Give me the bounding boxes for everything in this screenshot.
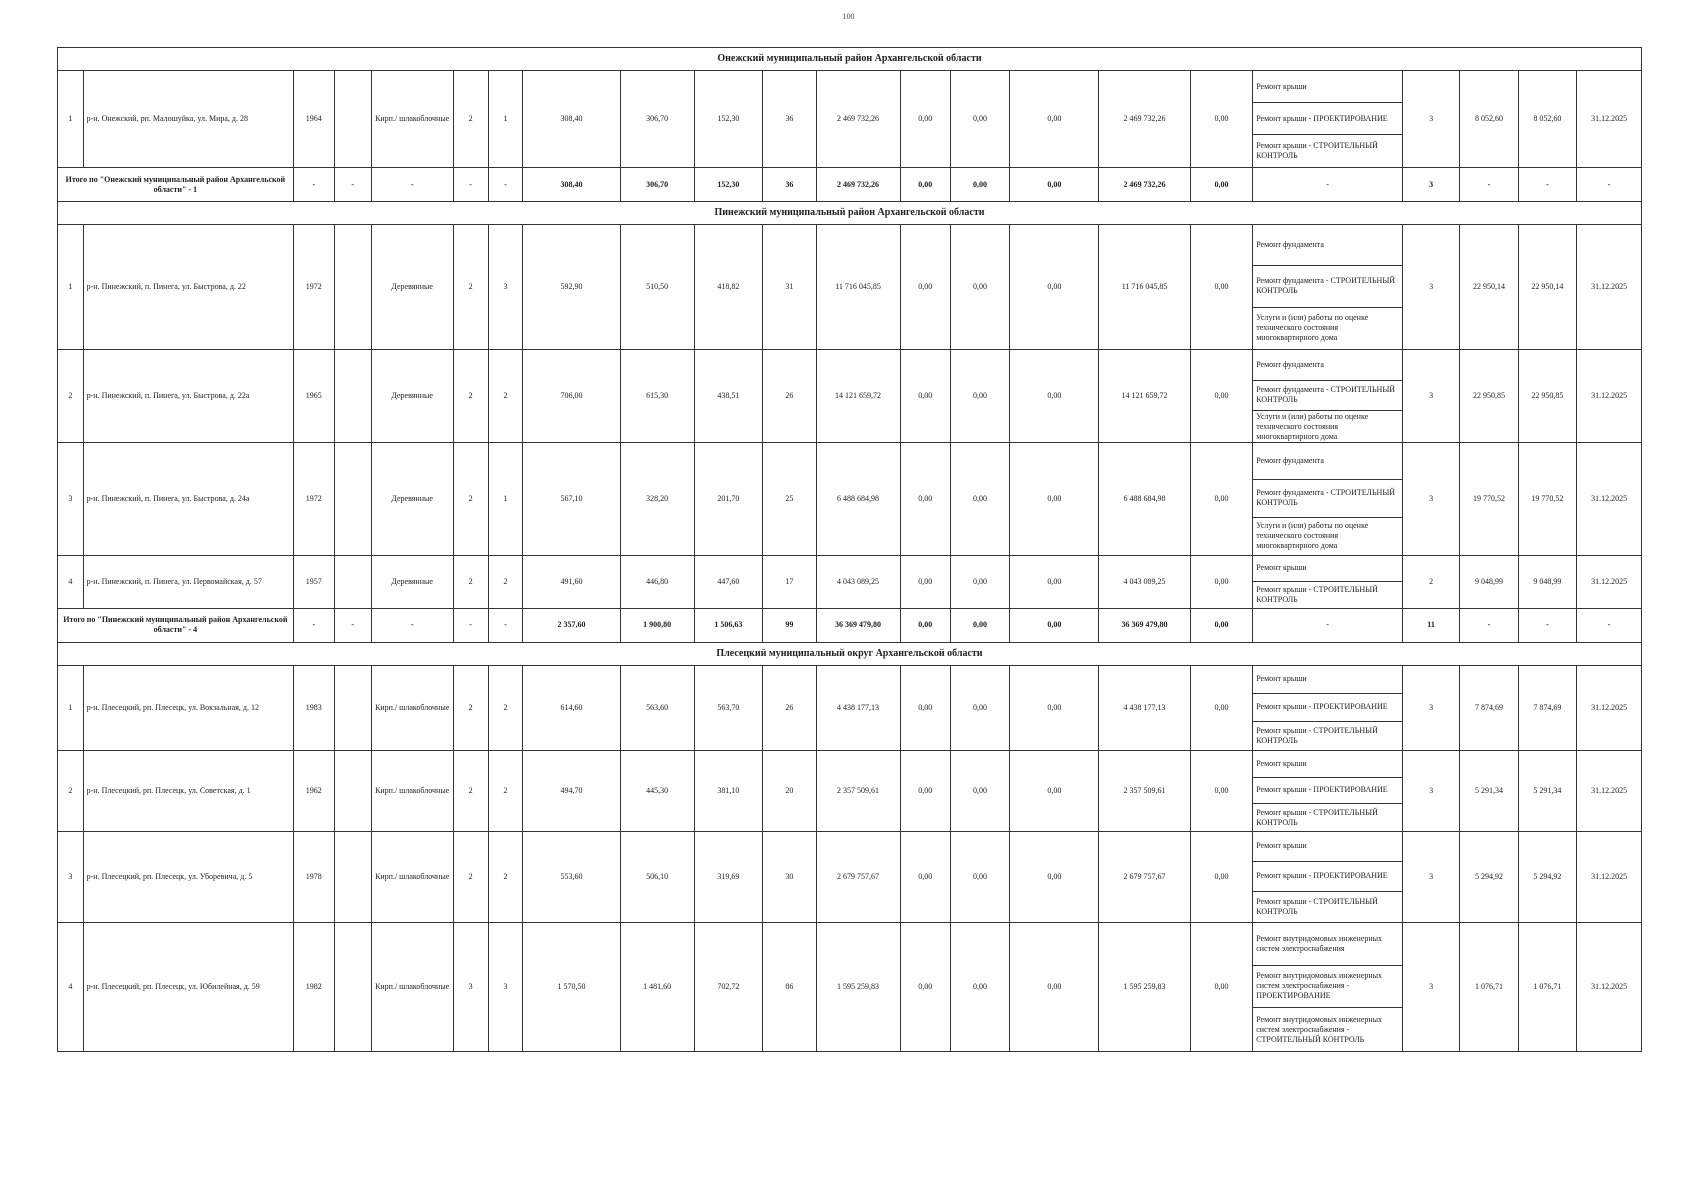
- cell-deadline: 31.12.2025: [1577, 555, 1642, 608]
- cell-unit-cost: 5 294,92: [1460, 831, 1518, 922]
- total-fund2: 0,00: [950, 168, 1009, 202]
- total-dash: -: [488, 608, 523, 642]
- cell-cost-total: 11 716 045,85: [816, 225, 900, 350]
- cell-unit-cost: 5 291,34: [1460, 750, 1518, 831]
- total-fund1: 0,00: [900, 168, 950, 202]
- cell-fund-other: 0,00: [1190, 349, 1253, 442]
- cell-fund1: 0,00: [900, 665, 950, 750]
- table-row: [58, 555, 1642, 608]
- cell-area-res: 447,60: [694, 555, 763, 608]
- total-area-total: 2 357,60: [523, 608, 620, 642]
- total-dash: -: [453, 168, 488, 202]
- page-number: 100: [842, 12, 855, 21]
- cell-area-res: 438,51: [694, 349, 763, 442]
- total-fund2: 0,00: [950, 608, 1009, 642]
- total-fund3: 0,00: [1010, 168, 1099, 202]
- cell-cost-total: 4 438 177,13: [816, 665, 900, 750]
- cell-floors: 3: [453, 922, 488, 1051]
- cell-fund1: 0,00: [900, 225, 950, 350]
- work-item: Услуги и (или) работы по оценке технического состояния многоквартирного дома: [1256, 313, 1369, 343]
- table-row: [58, 750, 1642, 831]
- cell-area-living: 615,30: [620, 349, 694, 442]
- work-item: Ремонт внутридомовых инженерных систем электроснабжения - ПРОЕКТИРОВАНИЕ: [1253, 966, 1402, 1009]
- cell-entrances: 3: [488, 922, 523, 1051]
- cell-blank: [334, 349, 371, 442]
- cell-year: 1962: [293, 750, 334, 831]
- cell-floors: 2: [453, 71, 488, 168]
- work-item: Ремонт крыши - ПРОЕКТИРОВАНИЕ: [1253, 694, 1402, 722]
- cell-blank: [334, 225, 371, 350]
- cell-area-res: 381,10: [694, 750, 763, 831]
- cell-fund3: 0,00: [1010, 665, 1099, 750]
- total-fund-other: 0,00: [1190, 608, 1253, 642]
- cell-fund3: 0,00: [1010, 831, 1099, 922]
- cell-area-living: 1 481,60: [620, 922, 694, 1051]
- total-residents: 36: [763, 168, 816, 202]
- cell-works-count: 3: [1402, 922, 1459, 1051]
- work-item: Ремонт внутридомовых инженерных систем электроснабжения: [1253, 923, 1402, 966]
- cell-n: 2: [58, 349, 84, 442]
- region-header-row: [58, 48, 1642, 71]
- cell-area-living: 328,20: [620, 442, 694, 555]
- cell-blank: [334, 831, 371, 922]
- cell-fund1: 0,00: [900, 831, 950, 922]
- cell-fund3: 0,00: [1010, 750, 1099, 831]
- region-title: Онежский муниципальный район Архангельской области: [58, 48, 1642, 71]
- total-dash: -: [1577, 608, 1642, 642]
- cell-blank: [334, 71, 371, 168]
- cell-unit-cost: 1 076,71: [1460, 922, 1518, 1051]
- cell-fund2: 0,00: [950, 349, 1009, 442]
- table-body: [58, 48, 1642, 1052]
- cell-fund-other: 0,00: [1190, 442, 1253, 555]
- total-works-dash: -: [1253, 168, 1403, 202]
- cell-deadline: 31.12.2025: [1577, 922, 1642, 1051]
- cell-fund3: 0,00: [1010, 442, 1099, 555]
- work-item: Ремонт крыши: [1253, 751, 1402, 778]
- cell-blank: [334, 442, 371, 555]
- cell-unit-limit: 5 294,92: [1518, 831, 1576, 922]
- cell-deadline: 31.12.2025: [1577, 750, 1642, 831]
- work-item: Ремонт крыши - СТРОИТЕЛЬНЫЙ КОНТРОЛЬ: [1256, 725, 1378, 745]
- work-item: Ремонт фундамента - СТРОИТЕЛЬНЫЙ КОНТРОЛЬ: [1253, 266, 1402, 307]
- cell-fund3: 0,00: [1010, 349, 1099, 442]
- cell-works: [1253, 665, 1403, 750]
- work-item: Ремонт фундамента: [1253, 225, 1402, 266]
- total-dash: -: [371, 608, 453, 642]
- table-row: [58, 349, 1642, 442]
- cell-floors: 2: [453, 750, 488, 831]
- cell-area-total: 706,00: [523, 349, 620, 442]
- cell-entrances: 2: [488, 831, 523, 922]
- work-item: Ремонт фундамента: [1253, 350, 1402, 381]
- cell-works: [1253, 555, 1403, 608]
- cell-address: р-н. Плесецкий, рп. Плесецк, ул. Советская, д. 1: [83, 750, 293, 831]
- cell-residents: 36: [763, 71, 816, 168]
- cell-entrances: 3: [488, 225, 523, 350]
- cell-entrances: 1: [488, 442, 523, 555]
- cell-fund1: 0,00: [900, 349, 950, 442]
- cell-fund-owners: 2 357 509,61: [1099, 750, 1190, 831]
- cell-floors: 2: [453, 442, 488, 555]
- cell-area-res: 201,70: [694, 442, 763, 555]
- table-row: [58, 225, 1642, 350]
- cell-year: 1972: [293, 442, 334, 555]
- total-fund-owners: 36 369 479,80: [1099, 608, 1190, 642]
- cell-cost-total: 2 357 509,61: [816, 750, 900, 831]
- region-header-row: [58, 202, 1642, 225]
- cell-unit-cost: 8 052,60: [1460, 71, 1518, 168]
- total-label: Итого по "Онежский муниципальный район Архангельской области" - 1: [58, 168, 294, 202]
- cell-unit-limit: 9 048,99: [1518, 555, 1576, 608]
- cell-year: 1957: [293, 555, 334, 608]
- cell-cost-total: 4 043 089,25: [816, 555, 900, 608]
- cell-material: Деревянные: [371, 555, 453, 608]
- work-item: Услуги и (или) работы по оценке технического состояния многоквартирного дома: [1256, 411, 1369, 441]
- cell-unit-limit: 8 052,60: [1518, 71, 1576, 168]
- cell-unit-cost: 9 048,99: [1460, 555, 1518, 608]
- cell-blank: [334, 750, 371, 831]
- cell-fund-other: 0,00: [1190, 225, 1253, 350]
- cell-entrances: 2: [488, 750, 523, 831]
- cell-area-total: 491,60: [523, 555, 620, 608]
- cell-unit-limit: 19 770,52: [1518, 442, 1576, 555]
- cell-year: 1978: [293, 831, 334, 922]
- total-dash: -: [1577, 168, 1642, 202]
- total-works-count: 11: [1402, 608, 1459, 642]
- cell-residents: 26: [763, 349, 816, 442]
- cell-n: 4: [58, 555, 84, 608]
- total-dash: -: [1518, 608, 1576, 642]
- table-row: [58, 831, 1642, 922]
- cell-deadline: 31.12.2025: [1577, 442, 1642, 555]
- work-item: Ремонт внутридомовых инженерных систем электроснабжения - СТРОИТЕЛЬНЫЙ КОНТРОЛЬ: [1256, 1014, 1383, 1044]
- cell-material: Деревянные: [371, 442, 453, 555]
- cell-n: 2: [58, 750, 84, 831]
- cell-fund1: 0,00: [900, 555, 950, 608]
- total-area-living: 1 900,80: [620, 608, 694, 642]
- cell-unit-cost: 22 950,14: [1460, 225, 1518, 350]
- cell-year: 1964: [293, 71, 334, 168]
- cell-fund-other: 0,00: [1190, 750, 1253, 831]
- cell-entrances: 1: [488, 71, 523, 168]
- table-row: [58, 442, 1642, 555]
- cell-n: 4: [58, 922, 84, 1051]
- cell-floors: 2: [453, 225, 488, 350]
- cell-fund2: 0,00: [950, 922, 1009, 1051]
- cell-material: Кирп./ шлакоблочные: [371, 750, 453, 831]
- work-item: Ремонт крыши - ПРОЕКТИРОВАНИЕ: [1253, 778, 1402, 805]
- cell-address: р-н. Онежский, рп. Малошуйка, ул. Мира, д. 28: [83, 71, 293, 168]
- cell-fund3: 0,00: [1010, 71, 1099, 168]
- total-dash: -: [488, 168, 523, 202]
- total-dash: -: [334, 168, 371, 202]
- cell-works-count: 3: [1402, 665, 1459, 750]
- region-total-row: [58, 168, 1642, 202]
- cell-area-res: 702,72: [694, 922, 763, 1051]
- cell-cost-total: 6 488 684,98: [816, 442, 900, 555]
- cell-deadline: 31.12.2025: [1577, 831, 1642, 922]
- total-dash: -: [453, 608, 488, 642]
- cell-fund-other: 0,00: [1190, 71, 1253, 168]
- cell-deadline: 31.12.2025: [1577, 71, 1642, 168]
- cell-deadline: 31.12.2025: [1577, 225, 1642, 350]
- work-item: Ремонт крыши - СТРОИТЕЛЬНЫЙ КОНТРОЛЬ: [1256, 584, 1378, 604]
- total-works-count: 3: [1402, 168, 1459, 202]
- cell-cost-total: 1 595 259,83: [816, 922, 900, 1051]
- cell-residents: 17: [763, 555, 816, 608]
- total-dash: -: [293, 608, 334, 642]
- table-row: [58, 71, 1642, 168]
- total-label: Итого по "Пинежский муниципальный район Архангельской области" - 4: [58, 608, 294, 642]
- cell-fund2: 0,00: [950, 750, 1009, 831]
- cell-works: [1253, 750, 1403, 831]
- total-cost-total: 36 369 479,80: [816, 608, 900, 642]
- cell-fund-owners: 2 469 732,26: [1099, 71, 1190, 168]
- work-item: Ремонт крыши: [1253, 832, 1402, 862]
- cell-unit-limit: 7 874,69: [1518, 665, 1576, 750]
- capital-repair-table: [57, 47, 1642, 1052]
- cell-fund-owners: 1 595 259,83: [1099, 922, 1190, 1051]
- total-residents: 99: [763, 608, 816, 642]
- cell-fund-other: 0,00: [1190, 555, 1253, 608]
- cell-area-total: 592,90: [523, 225, 620, 350]
- cell-n: 3: [58, 442, 84, 555]
- cell-year: 1965: [293, 349, 334, 442]
- cell-fund-owners: 4 043 089,25: [1099, 555, 1190, 608]
- cell-fund3: 0,00: [1010, 922, 1099, 1051]
- cell-works-count: 3: [1402, 349, 1459, 442]
- cell-area-total: 308,40: [523, 71, 620, 168]
- cell-works-count: 3: [1402, 831, 1459, 922]
- total-dash: -: [371, 168, 453, 202]
- cell-year: 1983: [293, 665, 334, 750]
- cell-fund2: 0,00: [950, 225, 1009, 350]
- cell-works-count: 3: [1402, 71, 1459, 168]
- cell-year: 1972: [293, 225, 334, 350]
- cell-works: [1253, 71, 1403, 168]
- total-dash: -: [1460, 608, 1518, 642]
- work-item: Услуги и (или) работы по оценке технического состояния многоквартирного дома: [1256, 521, 1369, 551]
- cell-residents: 30: [763, 831, 816, 922]
- cell-unit-limit: 22 950,14: [1518, 225, 1576, 350]
- total-works-dash: -: [1253, 608, 1403, 642]
- cell-works: [1253, 225, 1403, 350]
- cell-fund-other: 0,00: [1190, 922, 1253, 1051]
- cell-unit-limit: 1 076,71: [1518, 922, 1576, 1051]
- cell-deadline: 31.12.2025: [1577, 349, 1642, 442]
- work-item: Ремонт крыши - СТРОИТЕЛЬНЫЙ КОНТРОЛЬ: [1256, 807, 1378, 827]
- cell-material: Кирп./ шлакоблочные: [371, 665, 453, 750]
- region-total-row: [58, 608, 1642, 642]
- total-fund-owners: 2 469 732,26: [1099, 168, 1190, 202]
- cell-address: р-н. Пинежский, п. Пинега, ул. Быстрова, д. 24а: [83, 442, 293, 555]
- cell-fund3: 0,00: [1010, 555, 1099, 608]
- cell-works: [1253, 831, 1403, 922]
- cell-floors: 2: [453, 349, 488, 442]
- cell-fund-owners: 6 488 684,98: [1099, 442, 1190, 555]
- work-item: Ремонт крыши: [1253, 666, 1402, 694]
- work-item: Ремонт крыши - СТРОИТЕЛЬНЫЙ КОНТРОЛЬ: [1256, 896, 1378, 916]
- work-item: Ремонт фундамента - СТРОИТЕЛЬНЫЙ КОНТРОЛЬ: [1253, 381, 1402, 412]
- cell-works: [1253, 922, 1403, 1051]
- cell-fund1: 0,00: [900, 442, 950, 555]
- cell-address: р-н. Плесецкий, рп. Плесецк, ул. Уборевича, д. 5: [83, 831, 293, 922]
- cell-n: 1: [58, 225, 84, 350]
- cell-unit-cost: 19 770,52: [1460, 442, 1518, 555]
- cell-n: 1: [58, 665, 84, 750]
- cell-works-count: 3: [1402, 750, 1459, 831]
- total-dash: -: [293, 168, 334, 202]
- cell-year: 1982: [293, 922, 334, 1051]
- cell-entrances: 2: [488, 555, 523, 608]
- cell-area-living: 510,50: [620, 225, 694, 350]
- cell-unit-cost: 22 950,85: [1460, 349, 1518, 442]
- cell-area-total: 614,60: [523, 665, 620, 750]
- cell-material: Кирп./ шлакоблочные: [371, 831, 453, 922]
- cell-address: р-н. Пинежский, п. Пинега, ул. Быстрова, д. 22а: [83, 349, 293, 442]
- cell-cost-total: 2 679 757,67: [816, 831, 900, 922]
- work-item: Ремонт крыши - ПРОЕКТИРОВАНИЕ: [1253, 103, 1402, 135]
- cell-residents: 31: [763, 225, 816, 350]
- cell-deadline: 31.12.2025: [1577, 665, 1642, 750]
- cell-fund1: 0,00: [900, 922, 950, 1051]
- cell-fund2: 0,00: [950, 555, 1009, 608]
- cell-works-count: 3: [1402, 225, 1459, 350]
- cell-fund2: 0,00: [950, 442, 1009, 555]
- cell-works: [1253, 349, 1403, 442]
- cell-address: р-н. Пинежский, п. Пинега, ул. Быстрова, д. 22: [83, 225, 293, 350]
- cell-residents: 26: [763, 665, 816, 750]
- work-item: Ремонт крыши: [1253, 71, 1402, 103]
- work-item: Ремонт фундамента - СТРОИТЕЛЬНЫЙ КОНТРОЛЬ: [1253, 480, 1402, 517]
- cell-works-count: 3: [1402, 442, 1459, 555]
- region-title: Пинежский муниципальный район Архангельской области: [58, 202, 1642, 225]
- cell-unit-cost: 7 874,69: [1460, 665, 1518, 750]
- cell-fund3: 0,00: [1010, 225, 1099, 350]
- cell-fund-other: 0,00: [1190, 665, 1253, 750]
- cell-floors: 2: [453, 555, 488, 608]
- cell-blank: [334, 922, 371, 1051]
- total-fund1: 0,00: [900, 608, 950, 642]
- cell-area-res: 418,82: [694, 225, 763, 350]
- cell-address: р-н. Плесецкий, рп. Плесецк, ул. Юбилейная, д. 59: [83, 922, 293, 1051]
- region-header-row: [58, 642, 1642, 665]
- cell-fund-owners: 2 679 757,67: [1099, 831, 1190, 922]
- cell-area-living: 563,60: [620, 665, 694, 750]
- cell-fund-owners: 4 438 177,13: [1099, 665, 1190, 750]
- cell-blank: [334, 665, 371, 750]
- total-area-res: 152,30: [694, 168, 763, 202]
- cell-residents: 20: [763, 750, 816, 831]
- cell-material: Кирп./ шлакоблочные: [371, 71, 453, 168]
- cell-area-total: 567,10: [523, 442, 620, 555]
- total-area-living: 306,70: [620, 168, 694, 202]
- cell-fund1: 0,00: [900, 750, 950, 831]
- total-dash: -: [334, 608, 371, 642]
- capital-repair-table-wrapper: [57, 47, 1642, 1052]
- work-item: Ремонт фундамента: [1253, 443, 1402, 480]
- cell-fund1: 0,00: [900, 71, 950, 168]
- cell-residents: 86: [763, 922, 816, 1051]
- cell-cost-total: 14 121 659,72: [816, 349, 900, 442]
- cell-floors: 2: [453, 665, 488, 750]
- cell-fund-owners: 14 121 659,72: [1099, 349, 1190, 442]
- total-dash: -: [1518, 168, 1576, 202]
- cell-area-living: 446,80: [620, 555, 694, 608]
- cell-cost-total: 2 469 732,26: [816, 71, 900, 168]
- cell-works-count: 2: [1402, 555, 1459, 608]
- total-cost-total: 2 469 732,26: [816, 168, 900, 202]
- cell-area-living: 506,10: [620, 831, 694, 922]
- cell-unit-limit: 22 950,85: [1518, 349, 1576, 442]
- cell-area-total: 494,70: [523, 750, 620, 831]
- total-area-res: 1 506,63: [694, 608, 763, 642]
- work-item: Ремонт крыши: [1253, 556, 1402, 582]
- cell-area-total: 553,60: [523, 831, 620, 922]
- cell-area-res: 319,69: [694, 831, 763, 922]
- cell-material: Деревянные: [371, 349, 453, 442]
- cell-area-res: 152,30: [694, 71, 763, 168]
- table-row: [58, 922, 1642, 1051]
- cell-unit-limit: 5 291,34: [1518, 750, 1576, 831]
- cell-entrances: 2: [488, 349, 523, 442]
- cell-residents: 25: [763, 442, 816, 555]
- cell-material: Кирп./ шлакоблочные: [371, 922, 453, 1051]
- cell-works: [1253, 442, 1403, 555]
- total-fund3: 0,00: [1010, 608, 1099, 642]
- cell-entrances: 2: [488, 665, 523, 750]
- total-dash: -: [1460, 168, 1518, 202]
- work-item: Ремонт крыши - ПРОЕКТИРОВАНИЕ: [1253, 862, 1402, 892]
- work-item: Ремонт крыши - СТРОИТЕЛЬНЫЙ КОНТРОЛЬ: [1256, 141, 1378, 160]
- cell-fund2: 0,00: [950, 665, 1009, 750]
- cell-area-res: 563,70: [694, 665, 763, 750]
- total-area-total: 308,40: [523, 168, 620, 202]
- cell-material: Деревянные: [371, 225, 453, 350]
- cell-fund2: 0,00: [950, 831, 1009, 922]
- region-title: Плесецкий муниципальный округ Архангельской области: [58, 642, 1642, 665]
- cell-area-living: 306,70: [620, 71, 694, 168]
- cell-n: 3: [58, 831, 84, 922]
- cell-fund-owners: 11 716 045,85: [1099, 225, 1190, 350]
- cell-address: р-н. Плесецкий, рп. Плесецк, ул. Вокзальная, д. 12: [83, 665, 293, 750]
- cell-address: р-н. Пинежский, п. Пинега, ул. Первомайская, д. 57: [83, 555, 293, 608]
- table-row: [58, 665, 1642, 750]
- cell-fund-other: 0,00: [1190, 831, 1253, 922]
- cell-blank: [334, 555, 371, 608]
- cell-n: 1: [58, 71, 84, 168]
- cell-area-living: 445,30: [620, 750, 694, 831]
- cell-floors: 2: [453, 831, 488, 922]
- cell-area-total: 1 570,50: [523, 922, 620, 1051]
- cell-fund2: 0,00: [950, 71, 1009, 168]
- total-fund-other: 0,00: [1190, 168, 1253, 202]
